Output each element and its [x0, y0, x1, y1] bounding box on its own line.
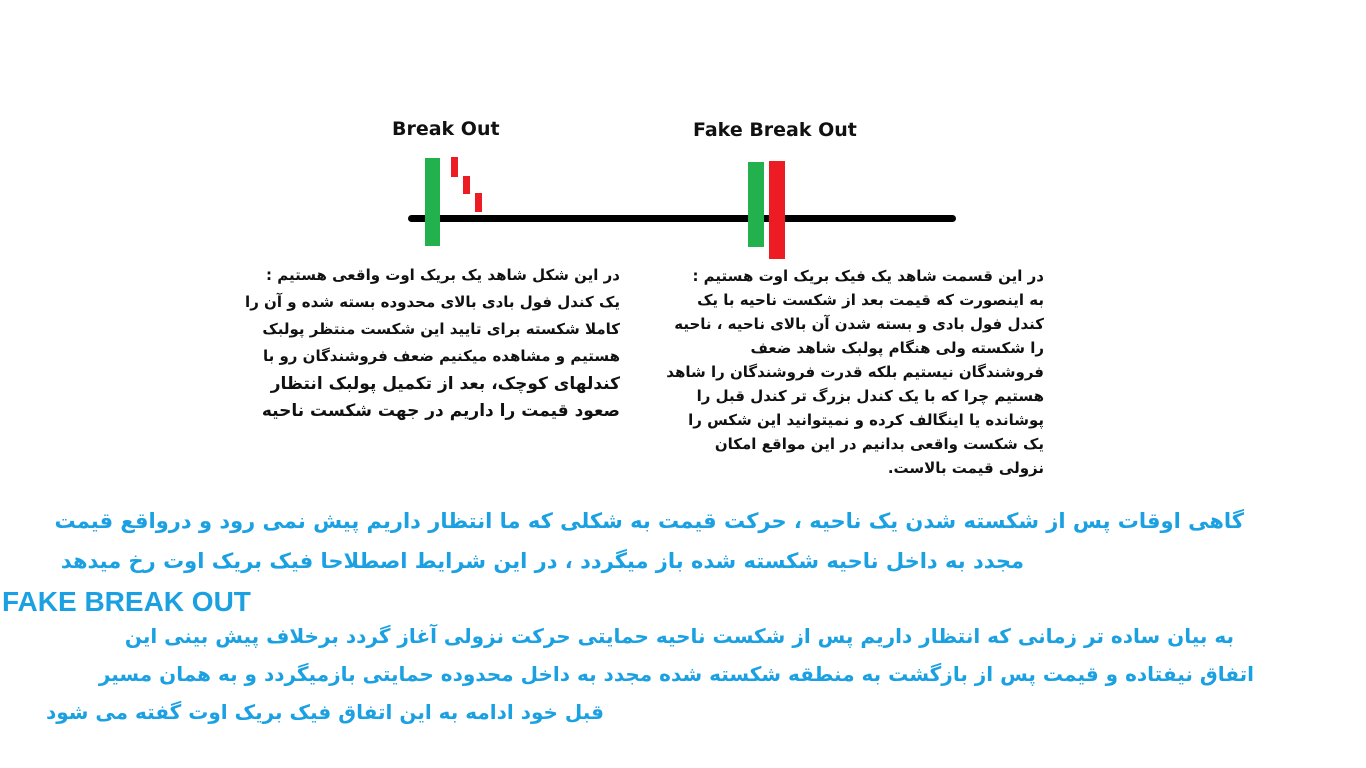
text-line: گاهی اوقات پس از شکسته شدن یک ناحیه ، حرکت قیمت به شکلی که ما انتظار داریم پیش نمی رود و درواقع قیمت: [54, 509, 1244, 533]
fake-break-out-title: Fake Break Out: [693, 119, 857, 141]
text-line: کاملا شکسته برای تایید این شکست منتظر پولبک: [262, 320, 620, 338]
text-line: در این شکل شاهد یک بریک اوت واقعی هستیم :: [265, 266, 620, 284]
break-out-explanation: [245, 266, 620, 428]
text-line: نزولی قیمت بالاست.: [887, 459, 1044, 477]
text-line: به اینصورت که قیمت بعد از شکست ناحیه با یک: [697, 291, 1044, 309]
text-line: به بیان ساده تر زمانی که انتظار داریم پس از شکست ناحیه حمایتی حرکت نزولی آغاز گردد برخلاف پیش بینی این: [124, 624, 1234, 648]
pullback-candle-1: [451, 157, 458, 177]
pullback-candle-3: [475, 193, 482, 212]
text-line: در این قسمت شاهد یک فیک بریک اوت هستیم :: [692, 267, 1044, 285]
engulfing-bearish-candle: [769, 161, 785, 259]
text-line: یک شکست واقعی بدانیم در این مواقع امکان: [714, 435, 1044, 453]
fake-breakout-intro: [54, 509, 1244, 547]
text-line: قبل خود ادامه به این اتفاق فیک بریک اوت گفته می شود: [45, 700, 604, 724]
text-line: مجدد به داخل ناحیه شکسته شده باز میگردد ، در این شرایط اصطلاحا فیک بریک اوت رخ میدهد: [60, 549, 1024, 573]
text-line: یک کندل فول بادی بالای محدوده بسته شده و آن را: [245, 293, 620, 311]
text-line: کندلهای کوچک، بعد از تکمیل پولبک انتظار: [270, 374, 620, 394]
text-line: کندل فول بادی و بسته شدن آن بالای ناحیه ، ناحیه: [674, 315, 1044, 333]
breakout-bullish-candle: [425, 158, 440, 246]
text-line: اتفاق نیفتاده و قیمت پس از بازگشت به منطقه شکسته شده مجدد به داخل محدوده حمایتی بازمیگردد و به همان مسیر: [98, 662, 1254, 686]
break-out-title: Break Out: [392, 118, 500, 140]
fake-break-out-explanation: [666, 267, 1044, 483]
text-line: هستیم چرا که با یک کندل بزرگ تر کندل قبل را: [696, 387, 1044, 405]
text-line: هستیم و مشاهده میکنیم ضعف فروشندگان رو با: [262, 347, 620, 365]
text-line: را شکسته ولی هنگام پولبک شاهد ضعف: [750, 339, 1044, 357]
fake-breakout-definition-cont: [99, 662, 1254, 700]
text-line: صعود قیمت را داریم در جهت شکست ناحیه: [261, 401, 620, 421]
text-line: پوشانده یا اینگالف کرده و نمیتوانید این شکس را: [688, 411, 1044, 429]
fake-breakout-intro-cont: [61, 549, 1024, 587]
fake-breakout-definition: [125, 624, 1234, 662]
pullback-candle-2: [463, 176, 470, 194]
text-line: فروشندگان نیستیم بلکه قدرت فروشندگان را شاهد: [666, 363, 1044, 381]
fake-breakout-bullish-candle: [748, 162, 764, 247]
support-level-line: [408, 215, 956, 222]
fake-breakout-definition-end: [46, 700, 604, 738]
fake-break-out-heading: FAKE BREAK OUT: [2, 586, 251, 617]
